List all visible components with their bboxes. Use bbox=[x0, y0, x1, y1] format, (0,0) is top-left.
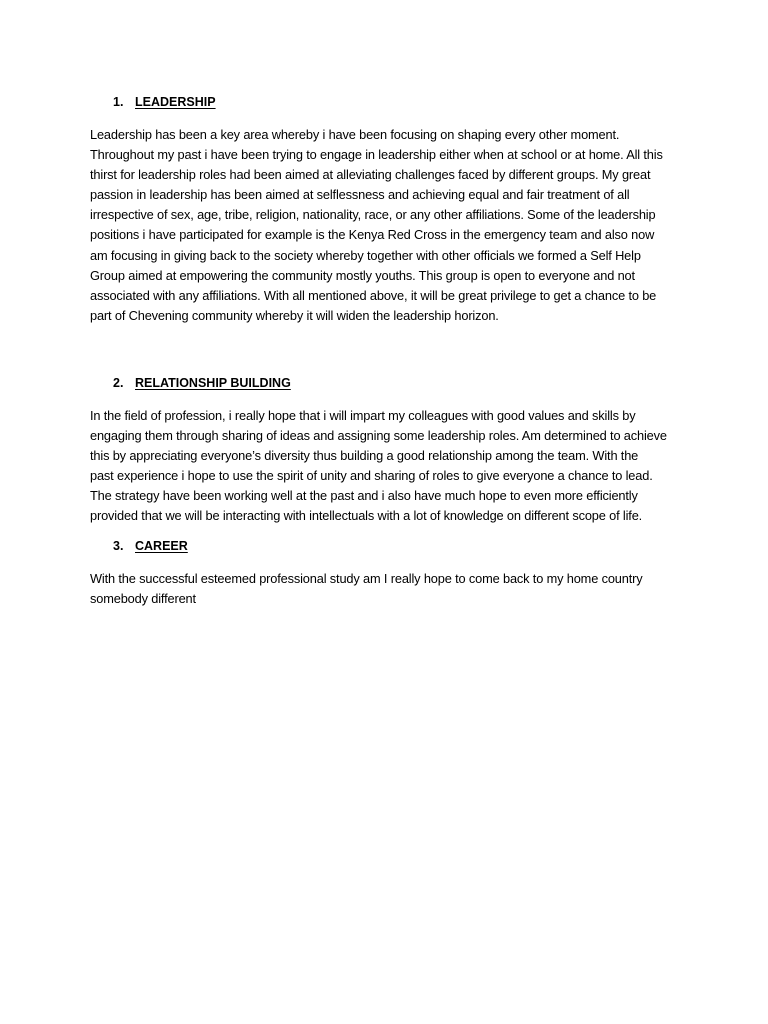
text-line: associated with any affiliations. With all mentioned above, it will be great privilege to get a chance to be bbox=[90, 287, 657, 303]
text-line: am focusing in giving back to the society whereby together with other officials we formed a Self Help bbox=[90, 247, 641, 263]
text-line: engaging them through sharing of ideas and assigning some leadership roles. Am determined to achieve bbox=[90, 428, 667, 444]
section-heading-relationship-building bbox=[90, 374, 682, 392]
text-line: Leadership has been a key area whereby i have been focusing on shaping every other moment. bbox=[90, 127, 620, 142]
text-line: part of Chevening community whereby it will widen the leadership horizon. bbox=[90, 307, 499, 323]
section-title: LEADERSHIP bbox=[135, 95, 216, 109]
text-line: The strategy have been working well at the past and i also have much hope to even more efficiently bbox=[90, 488, 638, 504]
text-line: Group aimed at empowering the community mostly youths. This group is open to everyone and not bbox=[90, 267, 635, 283]
document-body bbox=[90, 93, 682, 609]
section-title: RELATIONSHIP BUILDING bbox=[135, 375, 291, 390]
text-line: With the successful esteemed professional study am I really hope to come back to my home country bbox=[90, 570, 643, 586]
section-heading-leadership bbox=[90, 93, 682, 111]
text-line: thirst for leadership roles had been aimed at alleviating challenges faced by different groups. My great bbox=[90, 167, 651, 183]
text-line: In the field of profession, i really hope that i will impart my colleagues with good values and skills by bbox=[90, 407, 636, 423]
text-line: somebody different bbox=[90, 590, 196, 606]
section-title: CAREER bbox=[135, 538, 188, 553]
text-line: passion in leadership has been aimed at selflessness and achieving equal and fair treatment of all bbox=[90, 187, 630, 203]
text-line: Throughout my past i have been trying to engage in leadership either when at school or at home. All this bbox=[90, 147, 663, 163]
paragraph-relationship-building bbox=[90, 406, 682, 527]
paragraph-career bbox=[90, 569, 682, 609]
section-heading-career bbox=[90, 537, 682, 555]
text-line: positions i have participated for example is the Kenya Red Cross in the emergency team and also now bbox=[90, 227, 655, 243]
text-line: provided that we will be interacting with intellectuals with a lot of knowledge on different scope of life. bbox=[90, 508, 643, 524]
paragraph-leadership bbox=[90, 125, 682, 326]
section-number: 3. bbox=[113, 538, 124, 553]
text-line: irrespective of sex, age, tribe, religion, nationality, race, or any other affiliations. Some of the leadership bbox=[90, 207, 656, 223]
section-number: 1. bbox=[113, 95, 124, 109]
section-number: 2. bbox=[113, 375, 124, 390]
text-line: past experience i hope to use the spirit of unity and sharing of roles to give everyone a chance to lead. bbox=[90, 468, 653, 484]
text-line: this by appreciating everyone’s diversity thus building a good relationship among the team. With the bbox=[90, 448, 639, 464]
